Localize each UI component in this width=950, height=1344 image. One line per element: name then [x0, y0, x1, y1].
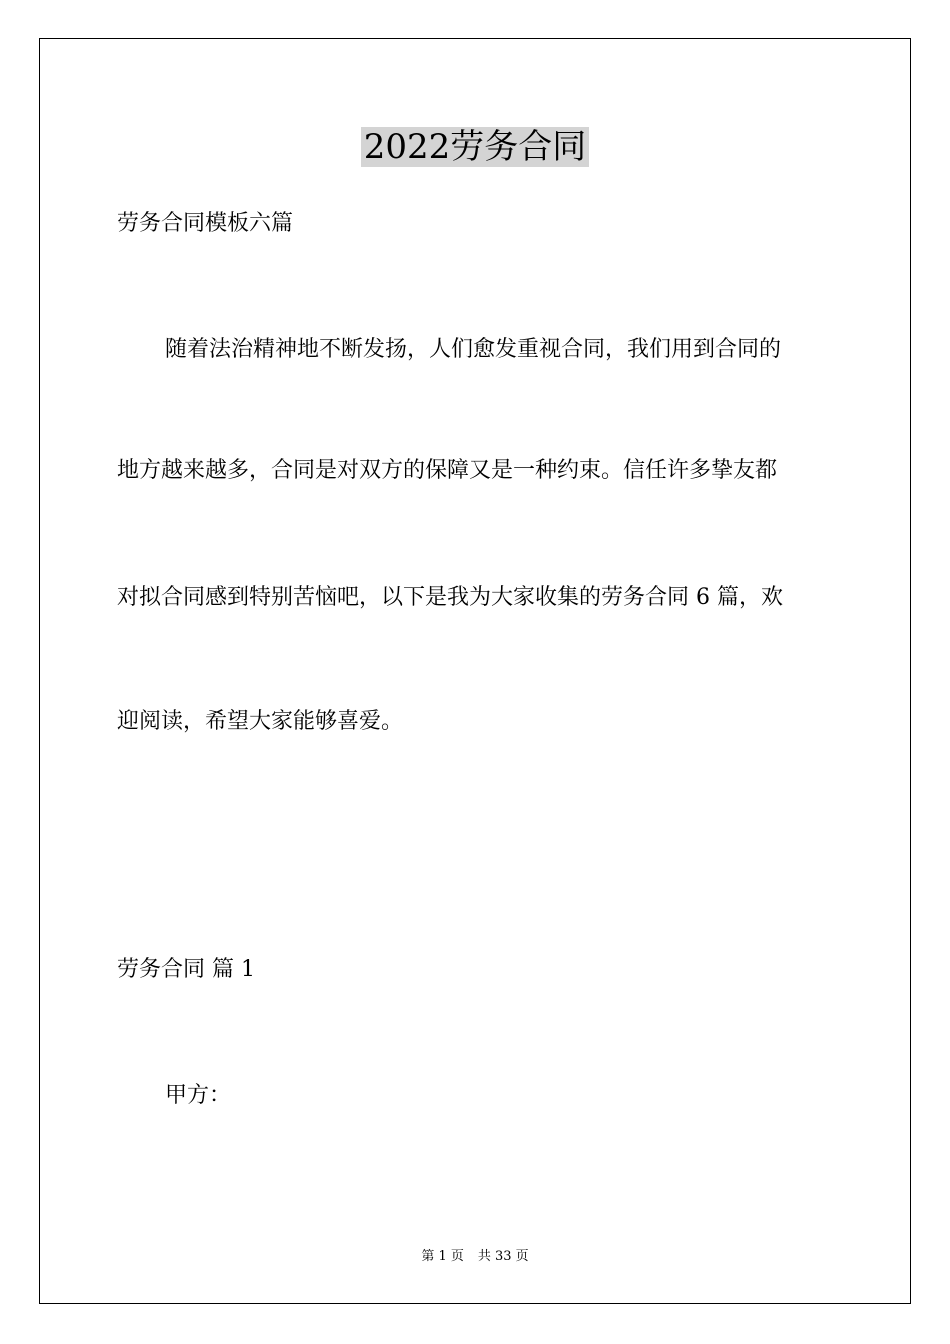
- party-a-label: 甲方：: [165, 1083, 232, 1108]
- intro-paragraph-line-3: 对拟合同感到特别苦恼吧，以下是我为大家收集的劳务合同 6 篇，欢: [117, 585, 783, 610]
- intro-paragraph-line-4: 迎阅读，希望大家能够喜爱。: [117, 709, 404, 734]
- page-number-total: 共 33 页: [477, 1249, 529, 1264]
- intro-paragraph-line-1: 随着法治精神地不断发扬，人们愈发重视合同，我们用到合同的: [165, 337, 782, 362]
- document-subtitle: 劳务合同模板六篇: [117, 211, 294, 236]
- intro-paragraph-line-2: 地方越来越多，合同是对双方的保障又是一种约束。信任许多挚友都: [117, 458, 778, 483]
- page-footer: [0, 1248, 950, 1266]
- document-title-text: 2022劳务合同: [361, 127, 590, 167]
- page-number-current: 第 1 页: [421, 1249, 464, 1264]
- document-title: [0, 124, 950, 170]
- section-heading: 劳务合同 篇 1: [117, 957, 255, 982]
